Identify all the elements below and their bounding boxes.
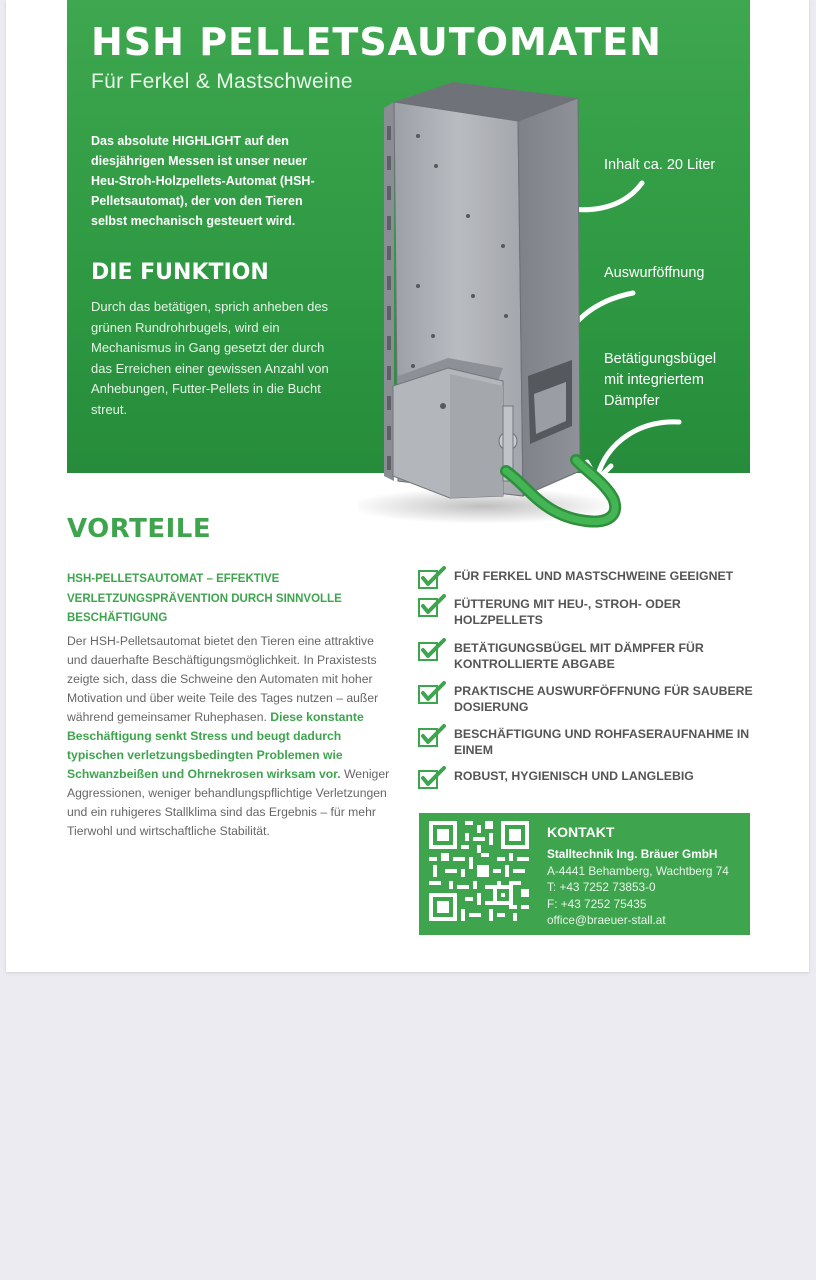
page-subtitle: Für Ferkel & Mastschweine: [91, 70, 353, 93]
funktion-text: Durch das betätigen, sprich anheben des grünen Rundrohrbugels, wird ein Mechanismus in Gang gesetzt der durch das Erreichen einer gewissen Anzahl von Anhebungen, Futter-Pellets in die Bucht streut.: [91, 299, 329, 417]
check-icon: [418, 594, 446, 618]
callout-bugel-line1: Betätigungsbügel: [604, 351, 717, 367]
contact-fax: F: +43 7252 75435: [547, 897, 647, 911]
contact-company: Stalltechnik Ing. Bräuer GmbH: [547, 847, 718, 861]
pellet-automat-image: [358, 76, 648, 536]
callout-auswurf: Auswurföffnung: [604, 265, 705, 281]
flyer-page: [6, 0, 809, 972]
contact-phone[interactable]: T: +43 7252 73853-0: [547, 880, 656, 894]
check-icon: [418, 681, 446, 705]
checklist-item-label: ROBUST, HYGIENISCH UND LANGLEBIG: [454, 769, 694, 783]
vorteile-text-part2: Weniger Aggressionen, weniger behandlungspflichtige Verletzungen und ein ruhigeres Stallklima sind das Ergebnis – für mehr Tierwohl und wirtschaftliche Stabilität.: [67, 767, 390, 838]
vorteile-text: [67, 632, 392, 841]
contact-address: A-4441 Behamberg, Wachtberg 74: [547, 864, 729, 878]
checklist-item-label: FÜR FERKEL UND MASTSCHWEINE GEEIGNET: [454, 569, 734, 583]
check-icon: [418, 724, 446, 748]
checklist-item-label: BETÄTIGUNGSBÜGEL MIT DÄMPFER FÜR KONTROLLIERTE ABGABE: [454, 641, 704, 671]
contact-title: KONTAKT: [547, 824, 615, 840]
qr-code-icon[interactable]: [429, 821, 529, 921]
vorteile-text-highlight: Diese konstante Beschäftigung senkt Stress und beugt dadurch typischen verletzungsbedingten Problemen wie Schwanzbeißen und Ohrnekrosen wirksam vor.: [67, 710, 364, 781]
contact-box: [419, 813, 750, 935]
check-icon: [418, 638, 446, 662]
vorteile-subheading: HSH-PELLETSAUTOMAT – EFFEKTIVE VERLETZUNGSPRÄVENTION DURCH SINNVOLLE BESCHÄFTIGUNG: [67, 573, 342, 624]
vorteile-text-part1: Der HSH-Pelletsautomat bietet den Tieren eine attraktive und dauerhafte Beschäftigungsmöglichkeit. In Praxistests zeigte sich, dass die Schweine den Automaten mit hoher Motivation und über weite Teile des Tages nutzen – außer während gemeinsamer Ruhephasen.: [67, 634, 379, 724]
callout-inhalt: Inhalt ca. 20 Liter: [604, 157, 716, 173]
checklist-item-label: BESCHÄFTIGUNG UND ROHFASERAUFNAHME IN EINEM: [454, 727, 750, 757]
contact-email[interactable]: office@braeuer-stall.at: [547, 913, 666, 927]
intro-text: Das absolute HIGHLIGHT auf den diesjährigen Messen ist unser neuer Heu-Stroh-Holzpellets-Automat (HSH-Pelletsautomat), der von den Tieren selbst mechanisch gesteuert wird.: [91, 134, 315, 228]
callout-bugel-line3: Dämpfer: [604, 393, 660, 409]
page-title: HSH PELLETSAUTOMATEN: [91, 20, 662, 64]
funktion-heading: DIE FUNKTION: [91, 260, 269, 285]
checklist-item-label: FÜTTERUNG MIT HEU-, STROH- ODER HOLZPELLETS: [454, 597, 681, 627]
vorteile-heading: VORTEILE: [67, 514, 212, 544]
check-icon: [418, 766, 446, 790]
callout-bugel-line2: mit integriertem: [604, 372, 704, 388]
check-icon: [418, 566, 446, 590]
checklist-item-label: PRAKTISCHE AUSWURFÖFFNUNG FÜR SAUBERE DOSIERUNG: [454, 684, 753, 714]
